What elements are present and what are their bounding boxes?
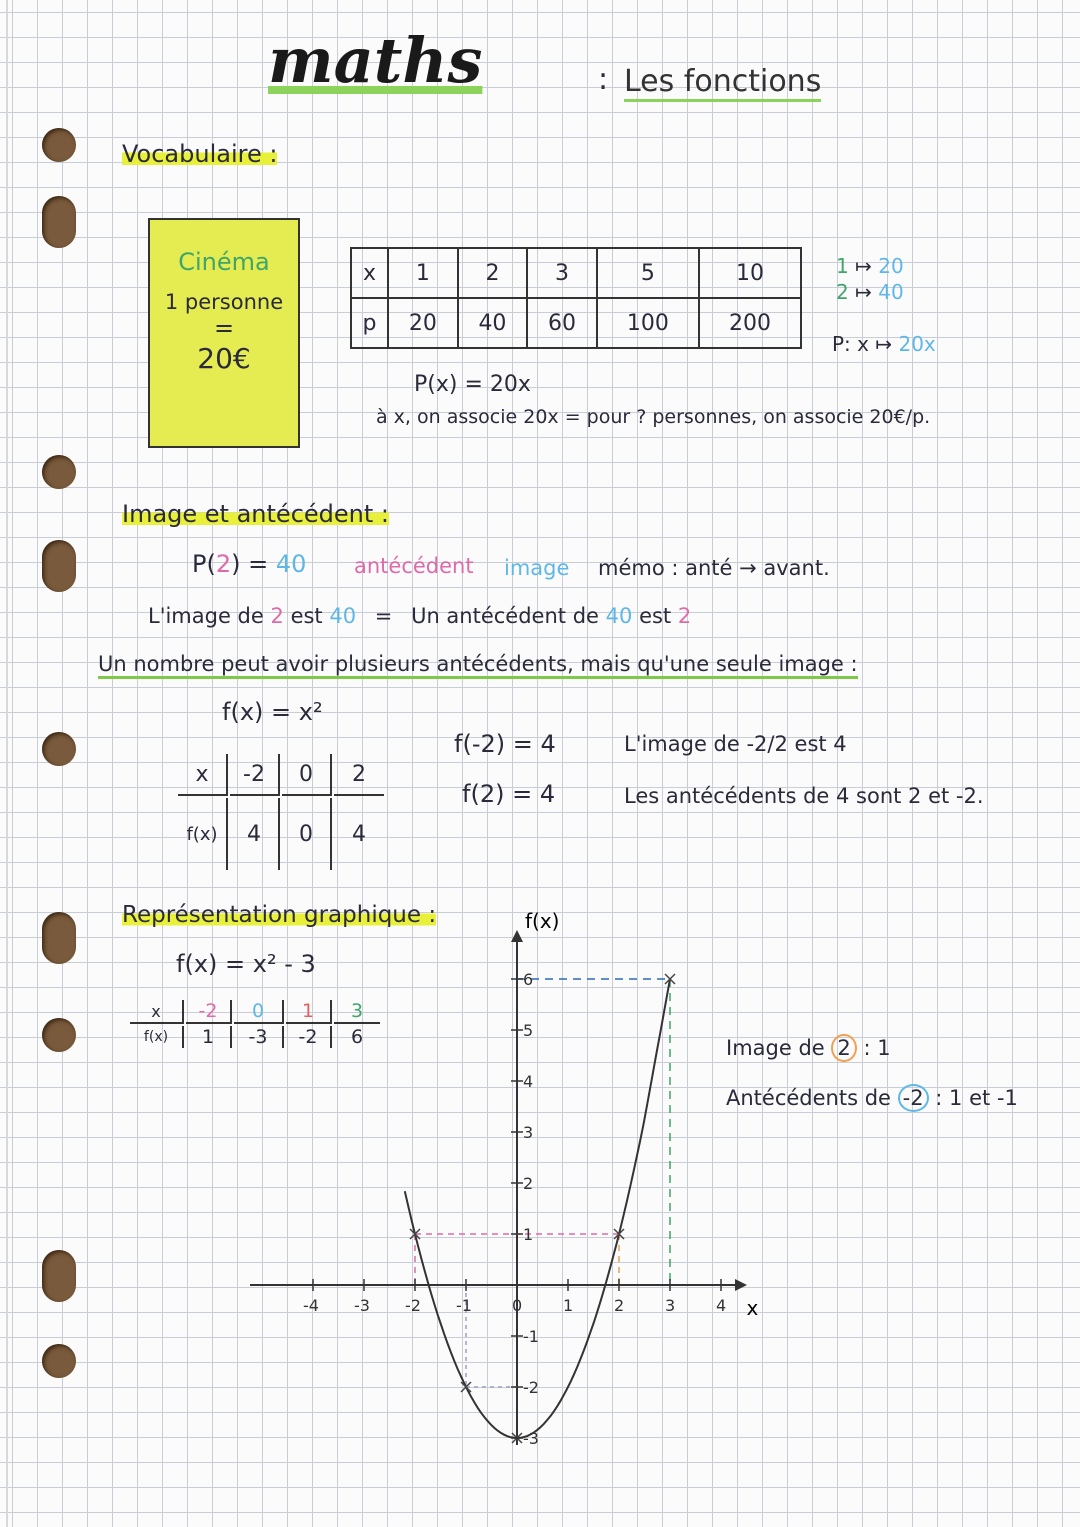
y-axis-label: f(x): [525, 909, 560, 933]
image-sentence: [148, 604, 691, 628]
x-tick-label: -2: [405, 1296, 421, 1315]
parabola-curve: [405, 979, 670, 1438]
binder-hole-3: [42, 455, 76, 489]
text-part: est: [290, 604, 323, 628]
table-cell: 10: [699, 248, 801, 298]
page-title: maths: [268, 24, 483, 97]
text-part: =: [374, 604, 393, 628]
mapping-to: 20: [878, 254, 904, 278]
graph-axes: [250, 930, 747, 1445]
memo-note: mémo : anté → avant.: [598, 556, 830, 580]
cinema-equals: =: [213, 314, 235, 342]
mapping-from: P: x: [832, 332, 869, 356]
text-part: Antécédents de: [726, 1086, 891, 1110]
y-axis-arrow-icon: [511, 930, 523, 942]
table-cell: 20: [388, 298, 458, 348]
equation-f-2: f(2) = 4: [462, 780, 556, 808]
eq-part: ) =: [231, 550, 269, 578]
eq-arg: 2: [215, 550, 232, 578]
vocab-heading: Vocabulaire :: [122, 140, 278, 168]
x-tick-label: 2: [614, 1296, 625, 1315]
graph-points: [410, 974, 675, 1443]
binder-hole-9: [42, 1344, 76, 1378]
table-cell: 6: [350, 1026, 364, 1048]
binder-hole-4: [42, 540, 76, 592]
rule-sentence: Un nombre peut avoir plusieurs antécédents, mais qu'une seule image :: [98, 652, 858, 679]
table-row: [178, 798, 384, 870]
value-a: 2: [270, 604, 284, 628]
binder-hole-5: [42, 732, 76, 766]
y-tick-label: 2: [523, 1174, 534, 1193]
text-part: : 1 et -1: [935, 1086, 1018, 1110]
cinema-label: Cinéma: [178, 248, 270, 276]
price-table-row-p: [351, 298, 801, 348]
price-table: [350, 247, 802, 349]
table-cell: 0: [282, 798, 332, 870]
mapping-to: 20x: [898, 332, 936, 356]
y-tick-label: -3: [523, 1429, 539, 1448]
equation-f-minus-2: f(-2) = 4: [454, 730, 556, 758]
table-cell: 5: [597, 248, 699, 298]
eq-value: 40: [275, 550, 307, 578]
binder-hole-2: [42, 196, 76, 248]
table-cell: -2: [286, 1026, 332, 1048]
price-sentence: à x, on associe 20x = pour ? personnes, on associe 20€/p.: [376, 406, 931, 428]
table-cell: 4: [352, 821, 366, 847]
table-cell: -2: [230, 754, 280, 796]
binder-hole-7: [42, 1018, 76, 1052]
eq-part: P(: [192, 550, 216, 578]
text-part: : 1: [863, 1036, 891, 1060]
y-tick-label: -1: [523, 1327, 539, 1346]
x-tick-label: 3: [665, 1296, 676, 1315]
text-part: L'image de: [148, 604, 264, 628]
label-antecedent: antécédent: [354, 554, 474, 578]
table-cell: 4: [230, 798, 280, 870]
table-cell: -3: [234, 1026, 284, 1048]
circled-value: 2: [831, 1034, 856, 1062]
table-cell: 3: [527, 248, 597, 298]
text-part: Un antécédent de: [411, 604, 599, 628]
table-cell: 100: [597, 298, 699, 348]
y-tick-label: 1: [523, 1225, 534, 1244]
price-formula: P(x) = 20x: [414, 372, 531, 397]
x-tick-label: 1: [563, 1296, 574, 1315]
mapping-2: [836, 280, 904, 304]
cinema-box: [148, 218, 300, 448]
mapping-to: 40: [878, 280, 904, 304]
x-tick-label: -4: [303, 1296, 319, 1315]
y-ticks: [511, 970, 539, 1448]
table-cell: 0: [234, 1000, 284, 1024]
table-cell: 2: [334, 754, 384, 796]
circled-value: -2: [898, 1084, 929, 1112]
square-table: [176, 752, 386, 872]
page-subtitle: Les fonctions: [624, 64, 821, 102]
table-cell: 1: [388, 248, 458, 298]
mapping-from: 1: [836, 254, 849, 278]
y-tick-label: 4: [523, 1072, 534, 1091]
x-axis-arrow-icon: [735, 1279, 747, 1291]
table-cell: 1: [286, 1000, 332, 1024]
y-tick-label: 3: [523, 1123, 534, 1142]
mapping-1: [836, 254, 904, 278]
y-tick-label: 6: [523, 970, 534, 989]
text-part: est: [639, 604, 672, 628]
table-cell: 2: [458, 248, 528, 298]
table-cell: f(x): [130, 1026, 184, 1048]
binder-hole-8: [42, 1250, 76, 1302]
note-antecedents: Les antécédents de 4 sont 2 et -2.: [624, 784, 984, 808]
table-cell: 1: [186, 1026, 232, 1048]
function-graph: [240, 900, 780, 1460]
x-tick-label: 0: [512, 1296, 523, 1315]
x-tick-label: -1: [456, 1296, 472, 1315]
table-cell: -2: [186, 1000, 232, 1024]
image-equation: [192, 550, 306, 578]
table-cell: 200: [699, 298, 801, 348]
page-edge: [6, 0, 8, 1527]
binder-hole-1: [42, 128, 76, 162]
table-cell: 3: [334, 1000, 380, 1024]
label-image: image: [504, 556, 570, 580]
note-image: L'image de -2/2 est 4: [624, 732, 847, 756]
maps-to-arrow-icon: ↦: [875, 332, 893, 356]
graph-heading: Représentation graphique :: [122, 902, 437, 928]
value-c: 40: [605, 604, 633, 628]
graph-function: f(x) = x² - 3: [176, 950, 316, 978]
table-cell: 60: [527, 298, 597, 348]
x-tick-label: 4: [716, 1296, 727, 1315]
mapping-3: [832, 332, 936, 356]
y-tick-label: 5: [523, 1021, 534, 1040]
binder-hole-6: [42, 912, 76, 964]
table-cell: f(x): [178, 798, 228, 870]
table-cell: 0: [282, 754, 332, 796]
table-cell: x: [178, 754, 228, 796]
cinema-person: 1 personne: [164, 290, 284, 314]
maps-to-arrow-icon: ↦: [855, 280, 872, 304]
cinema-price: 20€: [197, 342, 251, 375]
table-cell: x: [130, 1000, 184, 1024]
x-tick-label: -3: [354, 1296, 370, 1315]
value-b: 40: [329, 604, 357, 628]
square-function: f(x) = x²: [222, 698, 323, 726]
x-axis-label: x: [746, 1296, 759, 1320]
price-table-row-x: [351, 248, 801, 298]
maps-to-arrow-icon: ↦: [855, 254, 872, 278]
image-heading: Image et antécédent :: [122, 500, 389, 528]
table-cell: 40: [458, 298, 528, 348]
table-row: [178, 754, 384, 796]
title-separator: :: [598, 62, 609, 97]
y-tick-label: -2: [523, 1378, 539, 1397]
value-d: 2: [677, 604, 692, 628]
mapping-from: 2: [836, 280, 849, 304]
table-cell: x: [351, 248, 388, 298]
text-part: Image de: [726, 1036, 825, 1060]
table-cell: p: [351, 298, 388, 348]
